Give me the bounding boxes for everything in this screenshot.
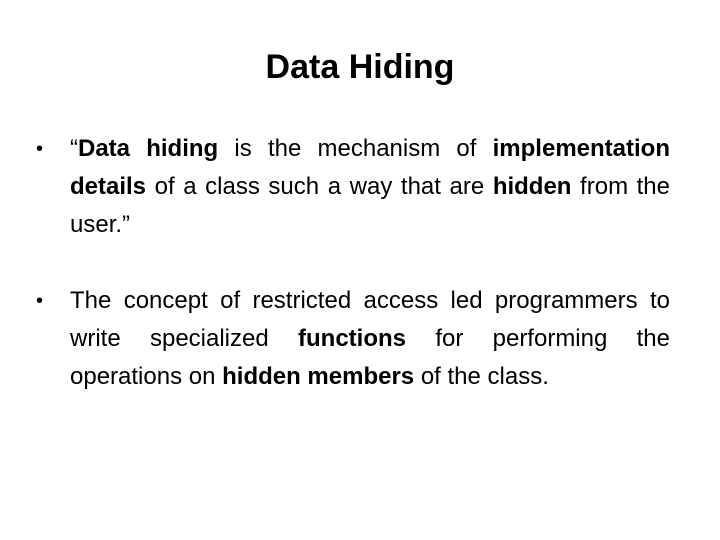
text-segment-bold: implementation details xyxy=(70,135,670,200)
text-segment-bold: Data hiding xyxy=(78,135,219,162)
text-segment: for performing the operations on xyxy=(70,325,670,390)
bullet-item-data-hiding-definition xyxy=(36,130,670,244)
bullet-list xyxy=(36,130,670,396)
text-segment: is the mechanism of xyxy=(218,135,493,162)
text-segment-bold: hidden xyxy=(492,173,572,200)
bullet-icon: • xyxy=(36,290,44,312)
slide-title: Data Hiding xyxy=(265,48,455,86)
text-segment: of the class. xyxy=(414,363,549,390)
bullet-icon: • xyxy=(36,138,44,160)
text-segment: of a class such a way that are xyxy=(146,173,493,200)
text-segment-bold: functions xyxy=(298,325,407,352)
text-segment: The concept of restricted access led programmers to write specialized xyxy=(70,287,670,352)
bullet-text xyxy=(70,135,670,238)
text-segment-bold: hidden members xyxy=(222,363,415,390)
bullet-text xyxy=(70,287,670,390)
text-segment: from the user.” xyxy=(70,173,671,238)
text-segment: “ xyxy=(70,135,78,162)
bullet-item-restricted-access xyxy=(36,282,670,396)
